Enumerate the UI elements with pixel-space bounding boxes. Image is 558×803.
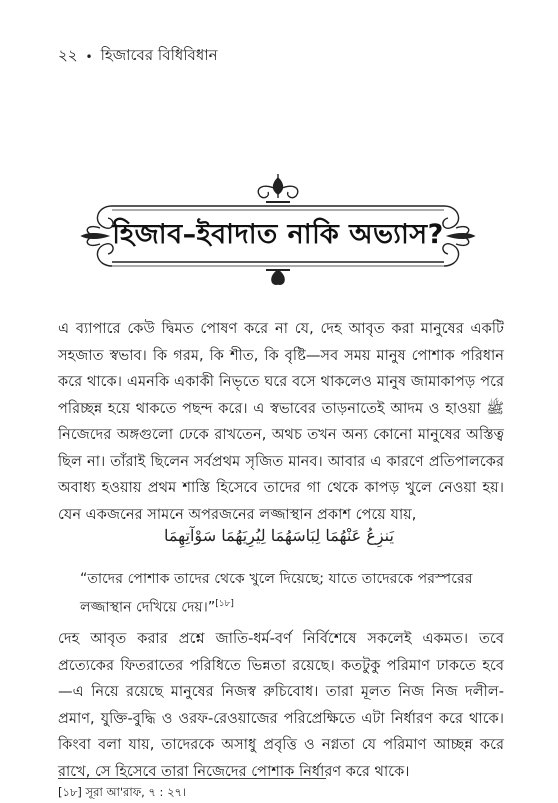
chapter-title: হিজাব–ইবাদাত নাকি অভ্যাস? (112, 219, 444, 250)
footnote-divider (58, 778, 326, 779)
quote-text: “তাদের পোশাক তাদের থেকে খুলে দিয়েছে; যাতে তাদেরকে পরস্পরের লজ্জাস্থান দেখিয়ে দেয়।” (80, 571, 473, 616)
translation-quote (80, 567, 498, 621)
footnote: [১৮] সূরা আ'রাফ, ৭ : ২৭। (58, 785, 187, 799)
paragraph-2: দেহ আবৃত করার প্রশ্নে জাতি-ধর্ম-বর্ণ নির্বিশেষে সকলেই একমত। তবে প্রত্যেকের ফিতরাতের পরিধিতে ভিন্নতা রয়েছে। কতটুকু পরিমাণ ঢাকতে হবে—এ নিয়ে রয়েছে মানুষের নিজস্ব রুচিবোধ। তারা মূলত নিজ নিজ দলীল-প্রমাণ, যুক্তি-বুদ্ধি ও ওরফ-রেওয়াজের পরিপ্রেক্ষিতে এটা নির্ধারণ করে থাকে। কিংবা বলা যায়, তাদেরকে অসাধু প্রবৃত্তি ও নগ্নতা যে পরিমাণ আচ্ছন্ন করে রাখে, সে হিসেবে তারা নিজেদের পোশাক নির্ধারণ করে থাকে। (58, 630, 504, 780)
arabic-verse: يَنزِعُ عَنْهُمَا لِبَاسَهُمَا لِيُرِيَهُمَا سَوْآتِهِمَا (164, 526, 394, 545)
footnote-reference: [১৮] (215, 599, 234, 609)
header-bullet: • (85, 49, 93, 64)
page-number: ২২ (58, 46, 78, 64)
paragraph-1: এ ব্যাপারে কেউ দ্বিমত পোষণ করে না যে, দেহ আবৃত করা মানুষের একটি সহজাত স্বভাব। কি গরম, কি শীত, কি বৃষ্টি—সব সময় মানুষ পোশাক পরিধান করে থাকে। এমনকি একাকী নিভৃতে ঘরে বসে থাকলেও মানুষ জামাকাপড় পরে পরিচ্ছন্ন হয়ে থাকতে পছন্দ করে। এ স্বভাবের তাড়নাতেই আদম ও হাওয়া ﷺ নিজেদের অঙ্গগুলো ঢেকে রাখতেন, অথচ তখন অন্য কোনো মানুষের অস্তিত্ব ছিল না। তাঁরাই ছিলেন সর্বপ্রথম সৃজিত মানব। আবার এ কারণে প্রতিপালকের অবাধ্য হওয়ায় প্রথম শাস্তি হিসেবে তাদের গা থেকে কাপড় খুলে নেওয়া হয়। যেন একজনের সামনে অপরজনের লজ্জাস্থান প্রকাশ পেয়ে যায়, (58, 320, 504, 523)
chapter-title-frame (78, 172, 478, 290)
book-title: হিজাবের বিধিবিধান (100, 46, 218, 64)
running-header (58, 44, 218, 69)
